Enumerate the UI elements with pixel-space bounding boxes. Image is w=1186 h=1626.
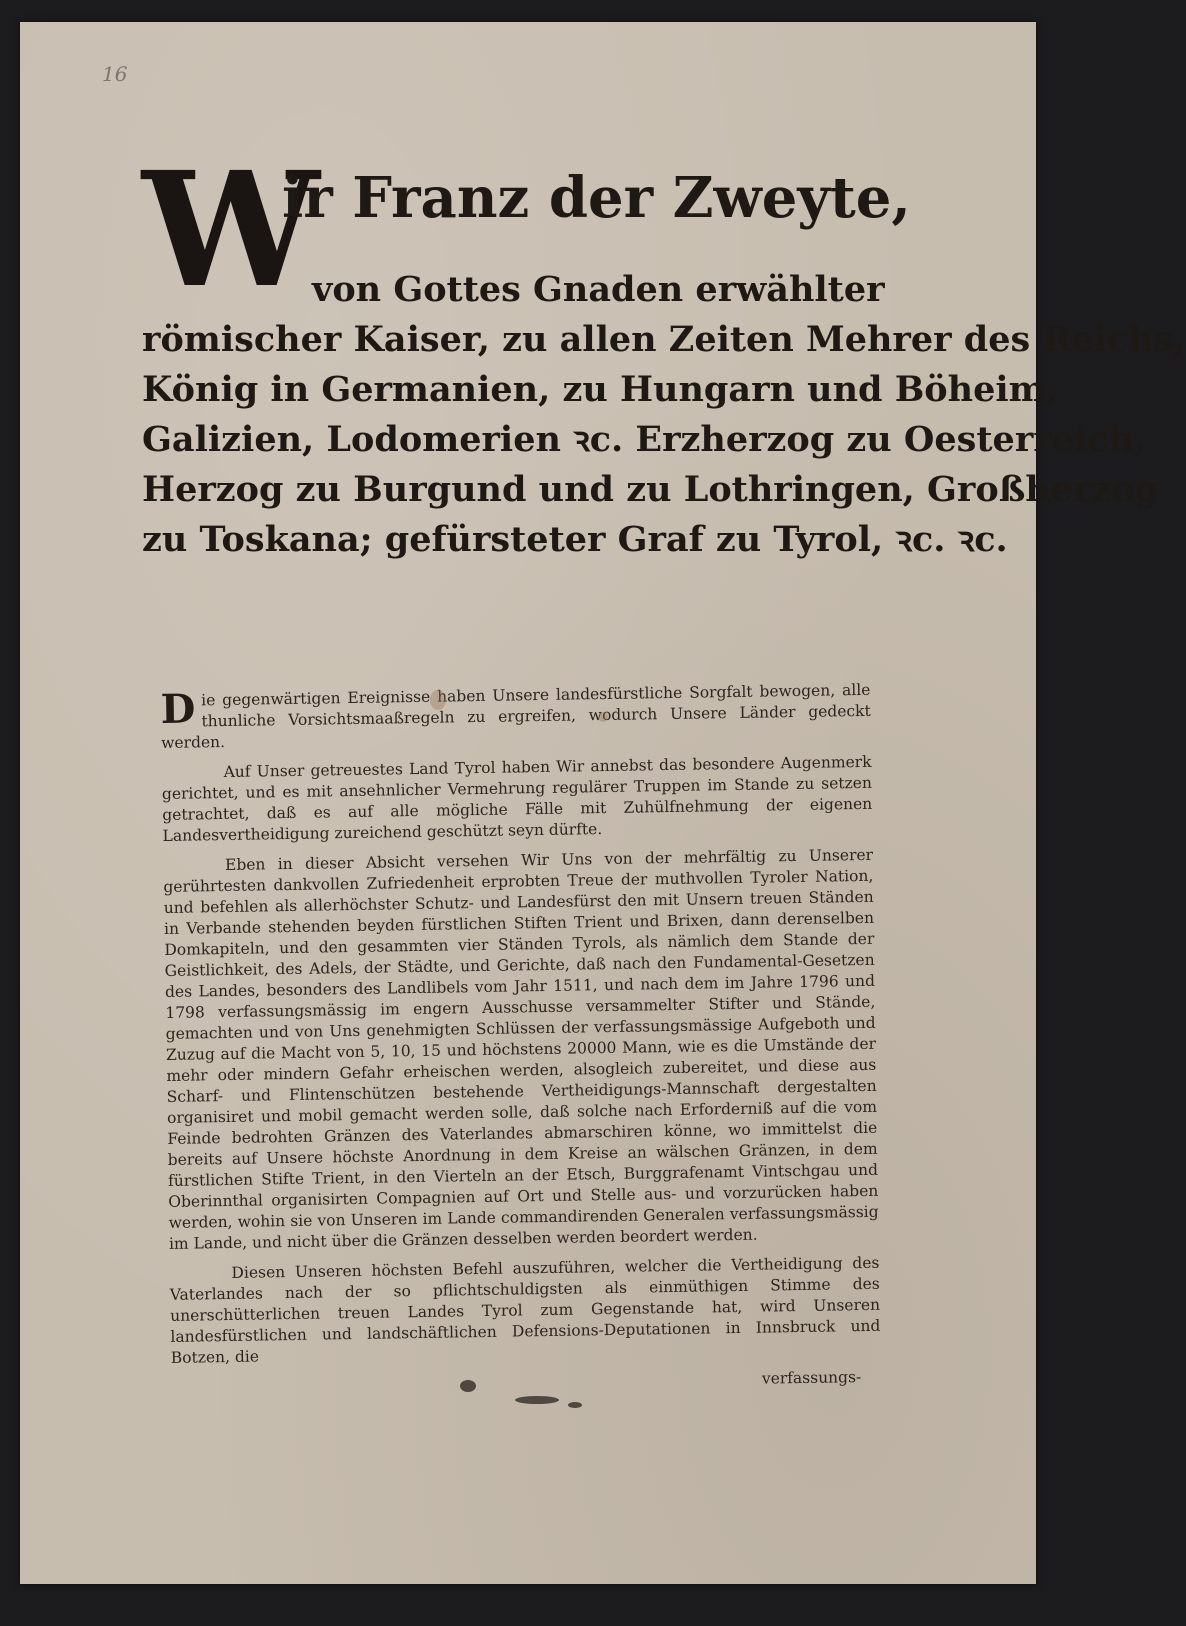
ink-blot xyxy=(460,1380,476,1392)
ink-blot xyxy=(515,1396,559,1404)
title-line-2: von Gottes Gnaden erwählter xyxy=(312,269,885,310)
paragraph-1-text: ie gegenwärtigen Ereignisse haben Unsere landesfürstliche Sorgfalt bewogen, alle thunliche Vorsichtsmaaßregeln zu ergreifen, wodurch Unsere Länder gedeckt werden. xyxy=(161,680,871,752)
catchword: verfassungs- xyxy=(761,1368,862,1388)
title-line-3: römischer Kaiser, zu allen Zeiten Mehrer des Reichs, xyxy=(142,319,1186,360)
ink-blot xyxy=(568,1402,582,1408)
title-line-6: Herzog zu Burgund und zu Lothringen, Großherzog xyxy=(142,469,1160,510)
title-line-4: König in Germanien, zu Hungarn und Böheim, xyxy=(142,369,1058,410)
paper-stain xyxy=(598,712,608,722)
proclamation-body xyxy=(160,659,882,1408)
ornamental-initial: W xyxy=(142,138,314,323)
paragraph-4: Diesen Unseren höchsten Befehl auszuführen, welcher die Vertheidigung des Vaterlandes nach der so pflichtschuldigsten als einmüthigen Stimme des unerschütterlichen treuen Landes Tyrol zum Gegenstande hat, wird Unseren landesfürstlichen und landschäftlichen Defensions-Deputationen in Innsbruck und Botzen, die xyxy=(169,1253,881,1367)
paragraph-1 xyxy=(160,659,871,754)
paper-stain xyxy=(430,690,446,710)
title-line-5: Galizien, Lodomerien ꝛc. Erzherzog zu Oesterreich, xyxy=(142,419,1147,460)
document-sheet xyxy=(20,22,1186,1584)
folio-number: 16 xyxy=(102,62,128,86)
paragraph-2: Auf Unser getreuestes Land Tyrol haben Wir annebst das besondere Augenmerk gerichtet, und es mit ansehnlicher Vermehrung regulärer Truppen im Stande zu setzen getrachtet, daß es auf alle mögliche Fälle mit Zuhülfnehmung der eigenen Landesvertheidigung zureichend geschützt seyn dürfte. xyxy=(161,752,873,845)
title-line-1: ir Franz der Zweyte, xyxy=(282,165,911,231)
paragraph-initial: D xyxy=(160,685,196,733)
title-line-7: zu Toskana; gefürsteter Graf zu Tyrol, ꝛc. ꝛc. xyxy=(142,519,1008,560)
paragraph-3: Eben in dieser Absicht versehen Wir Uns von der mehrfältig zu Unserer gerührtesten dankvollen Zufriedenheit erprobten Treue der muthvollen Tyroler Nation, und befehlen als allerhöchster Schutz- und Landesfürst den mit Unsern treuen Ständen in Verbande stehenden beyden fürstlichen Stiften Trient und Brixen, dann derenselben Domkapiteln, und den gesammten vier Ständen Tyrols, als nämlich dem Stande der Geistlichkeit, des Adels, der Städte, und Gerichte, daß nach den Fundamental-Gesetzen des Landes, besonders des Landlibels vom Jahr 1511, und nach dem im Jahre 1796 und 1798 verfassungsmässig im engern Ausschusse versammelter Stifter und Stände, gemachten und von Uns genehmigten Schlüssen der verfassungsmässige Aufgeboth und Zuzug auf die Macht von 5, 10, 15 und höchstens 20000 Mann, wie es die Umstände der mehr oder mindern Gefahr erheischen werden, alsogleich zubereitet, und diese aus Scharf- und Flintenschützen bestehende Vertheidigungs-Mannschaft dergestalten organisiret und mobil gemacht werden solle, daß solche nach Erforderniß auf die vom Feinde bedrohten Gränzen des Vaterlandes abmarschiren könne, wo immittelst die bereits auf Unsere höchste Anordnung in dem Kreise an wälschen Gränzen, in dem fürstlichen Stifte Trient, in den Vierteln an der Etsch, Burggrafenamt Vintschgau und Oberinnthal organisirten Compagnien auf Ort und Stelle aus- und vorzurücken haben werden, wohin sie von Unseren im Lande commandirenden Generalen verfassungsmässig im Lande, und nicht über die Gränzen desselben werden beordert werden. xyxy=(163,845,879,1253)
